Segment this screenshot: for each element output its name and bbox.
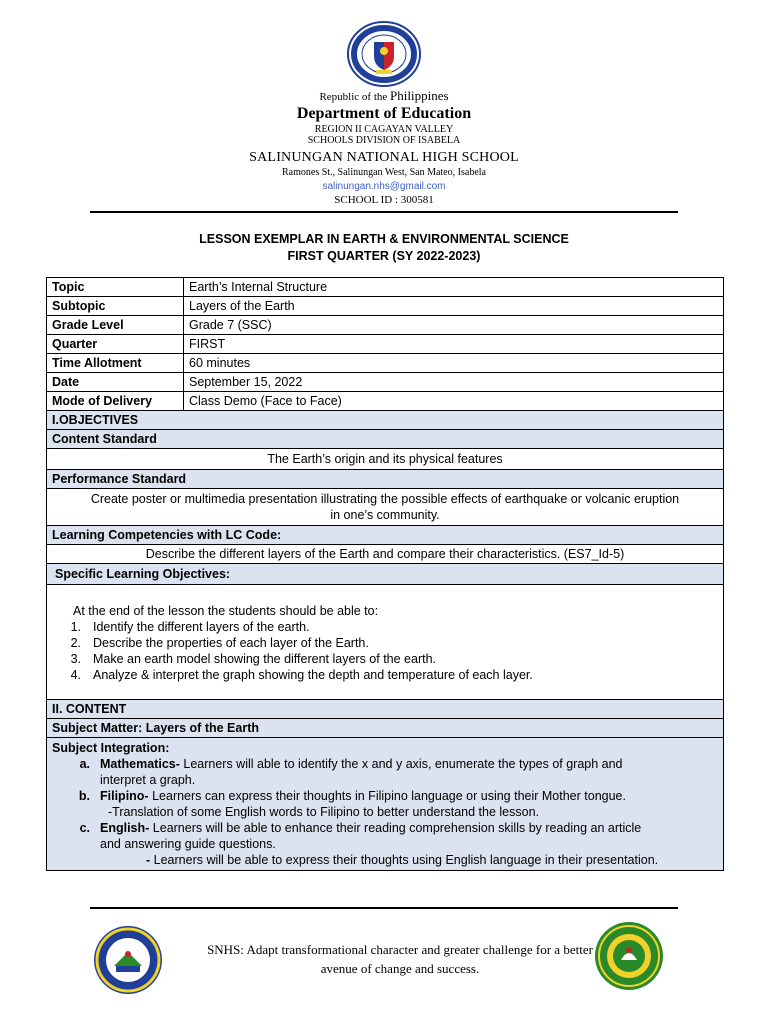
school-name: SALINUNGAN NATIONAL HIGH SCHOOL: [249, 150, 519, 165]
objectives-intro: At the end of the lesson the students should be able to:: [73, 604, 379, 618]
info-value: Earth’s Internal Structure: [184, 278, 724, 297]
info-label: Topic: [47, 278, 184, 297]
info-label: Time Allotment: [47, 354, 184, 373]
region-division: REGION II CAGAYAN VALLEY SCHOOLS DIVISION OF ISABELA: [307, 124, 461, 146]
content-standard-text: The Earth’s origin and its physical features: [47, 449, 724, 470]
deped-seal-logo: [346, 20, 422, 88]
table-row: [47, 335, 724, 354]
header-divider: [90, 211, 678, 213]
content-standard-label: Content Standard: [47, 430, 724, 449]
list-item: - Learners will be able to express their thoughts using English language in their presentation.: [146, 853, 659, 867]
subheading-row: [47, 526, 724, 545]
info-value: Layers of the Earth: [184, 297, 724, 316]
specific-objectives-label: Specific Learning Objectives:: [47, 564, 724, 585]
section-heading-row: [47, 411, 724, 430]
objectives-section: [47, 411, 724, 700]
info-label: Grade Level: [47, 316, 184, 335]
lesson-title: LESSON EXEMPLAR IN EARTH & ENVIRONMENTAL SCIENCE: [199, 232, 569, 246]
republic-line: Republic of the Philippines: [319, 88, 449, 103]
subject-integration-row: [47, 738, 724, 871]
section-heading-row: [47, 700, 724, 719]
content-heading: II. CONTENT: [47, 700, 724, 719]
competencies-text: Describe the different layers of the Earth and compare their characteristics. (ES7_Id-5): [47, 545, 724, 564]
school-address: Ramones St., Salinungan West, San Mateo, Isabela: [282, 167, 486, 178]
info-label: Date: [47, 373, 184, 392]
subheading-row: [47, 470, 724, 489]
info-value: Class Demo (Face to Face): [184, 392, 724, 411]
school-motto-line-2: avenue of change and success.: [320, 961, 480, 976]
table-row: [47, 449, 724, 470]
table-row: [47, 392, 724, 411]
subheading-row: [47, 719, 724, 738]
department-title: Department of Education: [296, 105, 472, 122]
info-value: 60 minutes: [184, 354, 724, 373]
list-item: 4. Analyze & interpret the graph showing the depth and temperature of each layer.: [70, 668, 533, 682]
school-motto-line-1: SNHS: Adapt transformational character and greater challenge for a better: [207, 942, 593, 957]
specific-objectives-list: [47, 585, 724, 700]
list-item: 1. Identify the different layers of the earth.: [70, 620, 310, 634]
list-item: a. Mathematics- Learners will able to identify the x and y axis, enumerate the types of graph and interpret a graph.: [79, 757, 623, 787]
lesson-table: [46, 277, 724, 871]
info-label: Quarter: [47, 335, 184, 354]
subject-matter: Subject Matter: Layers of the Earth: [47, 719, 724, 738]
table-row: [47, 489, 724, 526]
table-row: [47, 373, 724, 392]
school-id: SCHOOL ID : 300581: [334, 194, 434, 206]
info-value: Grade 7 (SSC): [184, 316, 724, 335]
info-value: FIRST: [184, 335, 724, 354]
info-rows: [47, 278, 724, 411]
performance-standard-label: Performance Standard: [47, 470, 724, 489]
list-item: c. English- Learners will be able to enhance their reading comprehension skills by reading an article and answering guide questions.: [79, 821, 642, 851]
footer-divider: [90, 907, 678, 909]
list-item: 3. Make an earth model showing the different layers of the earth.: [70, 652, 437, 666]
table-row: [47, 297, 724, 316]
table-row: [47, 278, 724, 297]
content-section: [47, 700, 724, 871]
subheading-row: [47, 430, 724, 449]
quarter-title: FIRST QUARTER (SY 2022-2023): [287, 249, 481, 263]
subheading-row: [47, 564, 724, 585]
objectives-heading: I.OBJECTIVES: [47, 411, 724, 430]
performance-standard-text: Create poster or multimedia presentation illustrating the possible effects of earthquake or volcanic eruption in one’s community.: [47, 489, 724, 526]
division-logo: [594, 920, 664, 992]
list-item: 2. Describe the properties of each layer of the Earth.: [70, 636, 369, 650]
integration-label: Subject Integration:: [52, 741, 170, 755]
competencies-label: Learning Competencies with LC Code:: [47, 526, 724, 545]
table-row: [47, 585, 724, 700]
table-row: [47, 316, 724, 335]
table-row: [47, 545, 724, 564]
snhs-school-logo: [92, 924, 164, 996]
info-value: September 15, 2022: [184, 373, 724, 392]
list-item: b. Filipino- Learners can express their thoughts in Filipino language or using their Mother tongue. -Translation of some English words to Filipino to better understand the lesson.: [78, 789, 626, 819]
school-email-link[interactable]: salinungan.nhs@gmail.com: [322, 181, 446, 192]
table-row: [47, 354, 724, 373]
subject-integration: [47, 738, 724, 871]
info-label: Mode of Delivery: [47, 392, 184, 411]
info-label: Subtopic: [47, 297, 184, 316]
